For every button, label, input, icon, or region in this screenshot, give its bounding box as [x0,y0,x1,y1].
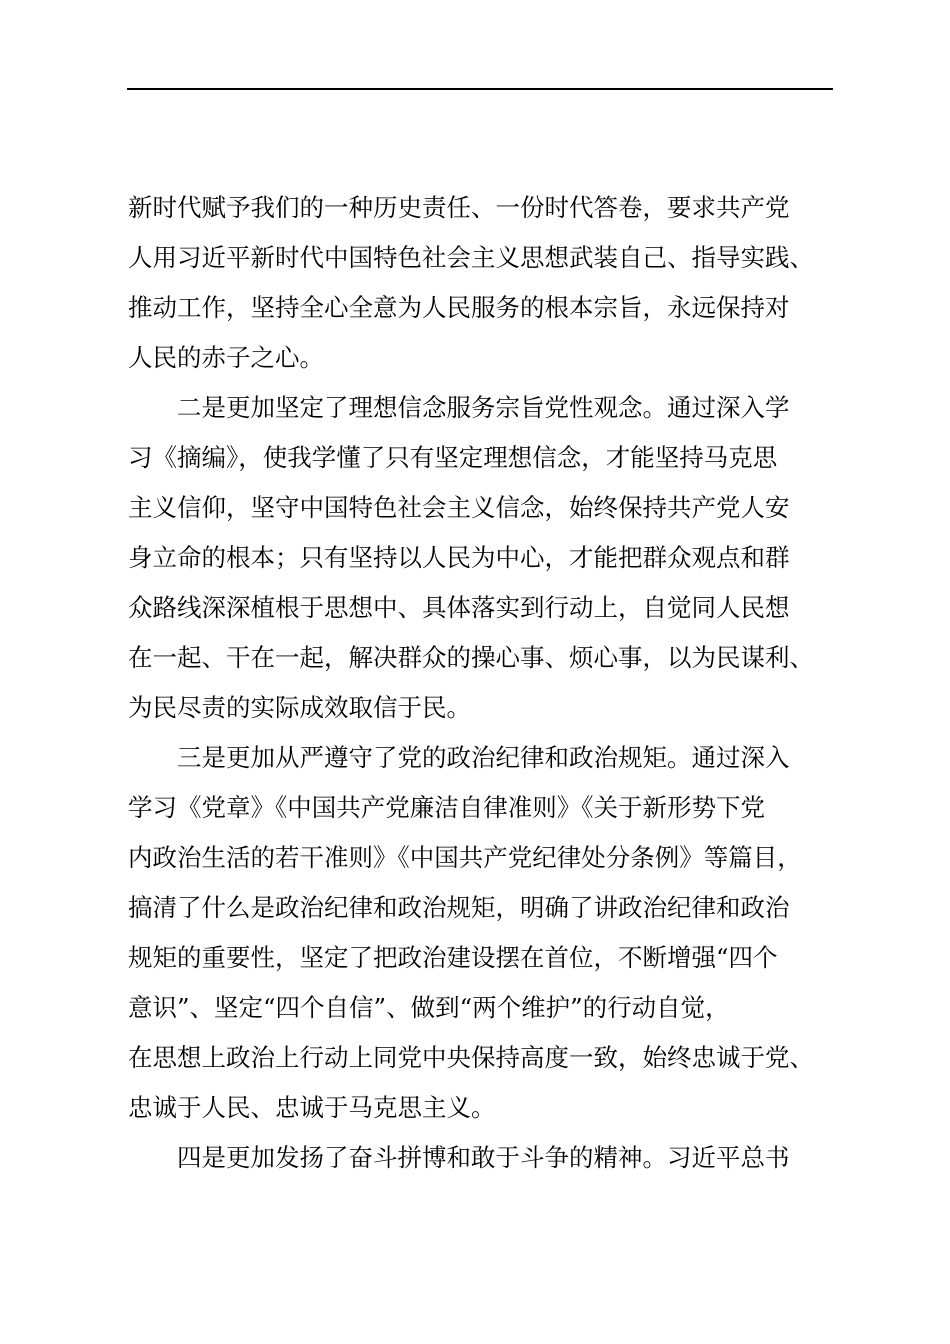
text-line: 在一起、干在一起，解决群众的操心事、烦心事，以为民谋利、 [128,643,814,672]
text-line: 推动工作，坚持全心全意为人民服务的根本宗旨，永远保持对 [128,293,790,322]
text-line: 内政治生活的若干准则》《中国共产党纪律处分条例》等篇目， [128,843,802,872]
text-line: 三是更加从严遵守了党的政治纪律和政治规矩。通过深入 [128,743,790,772]
text-line: 规矩的重要性，坚定了把政治建设摆在首位，不断增强“四个 [128,943,778,972]
text-line: 四是更加发扬了奋斗拼博和敢于斗争的精神。习近平总书 [128,1143,790,1172]
text-line: 学习《党章》《中国共产党廉洁自律准则》《关于新形势下党 [128,793,765,822]
text-line: 众路线深深植根于思想中、具体落实到行动上，自觉同人民想 [128,593,790,622]
text-line: 主义信仰，坚守中国特色社会主义信念，始终保持共产党人安 [128,493,790,522]
text-line: 新时代赋予我们的一种历史责任、一份时代答卷，要求共产党 [128,193,790,222]
text-line: 习《摘编》，使我学懂了只有坚定理想信念，才能坚持马克思 [128,443,778,472]
text-line: 忠诚于人民、忠诚于马克思主义。 [128,1093,496,1122]
text-line: 人用习近平新时代中国特色社会主义思想武装自己、指导实践、 [128,243,814,272]
text-line: 人民的赤子之心。 [128,343,324,372]
text-line: 在思想上政治上行动上同党中央保持高度一致，始终忠诚于党、 [128,1043,814,1072]
text-line: 搞清了什么是政治纪律和政治规矩，明确了讲政治纪律和政治 [128,893,790,922]
header-rule [127,88,833,90]
text-line: 意识”、坚定“四个自信”、做到“两个维护”的行动自觉， [128,993,730,1022]
text-line: 为民尽责的实际成效取信于民。 [128,693,471,722]
text-line: 二是更加坚定了理想信念服务宗旨党性观念。通过深入学 [128,393,790,422]
text-line: 身立命的根本；只有坚持以人民为中心，才能把群众观点和群 [128,543,790,572]
